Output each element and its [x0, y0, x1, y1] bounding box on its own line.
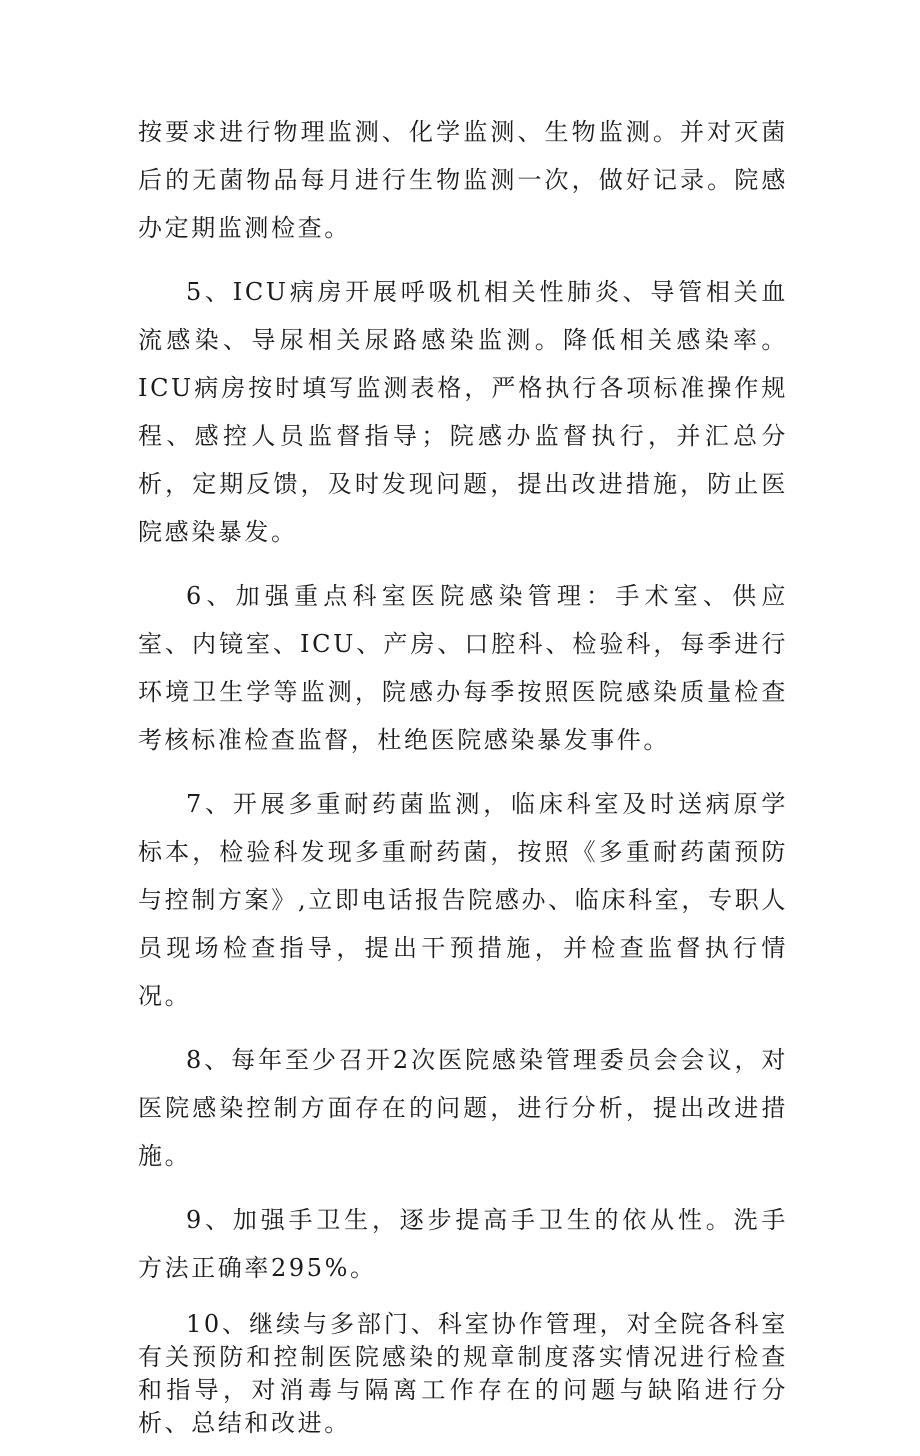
- paragraph-item-10: 10、继续与多部门、科室协作管理，对全院各科室有关预防和控制医院感染的规章制度落实情况进行检查和指导，对消毒与隔离工作存在的问题与缺陷进行分析、总结和改进。: [138, 1310, 788, 1437]
- paragraph-continuation: 按要求进行物理监测、化学监测、生物监测。并对灭菌后的无菌物品每月进行生物监测一次，做好记录。院感办定期监测检查。: [138, 118, 788, 242]
- paragraph-item-6: 6、加强重点科室医院感染管理：手术室、供应室、内镜室、ICU、产房、口腔科、检验科，每季进行环境卫生学等监测，院感办每季按照医院感染质量检查考核标准检查监督，杜绝医院感染暴发事件。: [138, 582, 788, 754]
- paragraph-item-7: 7、开展多重耐药菌监测，临床科室及时送病原学标本，检验科发现多重耐药菌，按照《多重耐药菌预防与控制方案》,立即电话报告院感办、临床科室，专职人员现场检查指导，提出干预措施，并检查监督执行情况。: [138, 790, 788, 1010]
- paragraph-item-8: 8、每年至少召开2次医院感染管理委员会会议，对医院感染控制方面存在的问题，进行分析，提出改进措施。: [138, 1046, 788, 1170]
- paragraph-item-5: 5、ICU病房开展呼吸机相关性肺炎、导管相关血流感染、导尿相关尿路感染监测。降低相关感染率。ICU病房按时填写监测表格，严格执行各项标准操作规程、感控人员监督指导；院感办监督执行，并汇总分析，定期反馈，及时发现问题，提出改进措施，防止医院感染暴发。: [138, 278, 788, 546]
- paragraph-item-9: 9、加强手卫生，逐步提高手卫生的依从性。洗手方法正确率295%。: [138, 1206, 788, 1282]
- document-body: [138, 108, 788, 1456]
